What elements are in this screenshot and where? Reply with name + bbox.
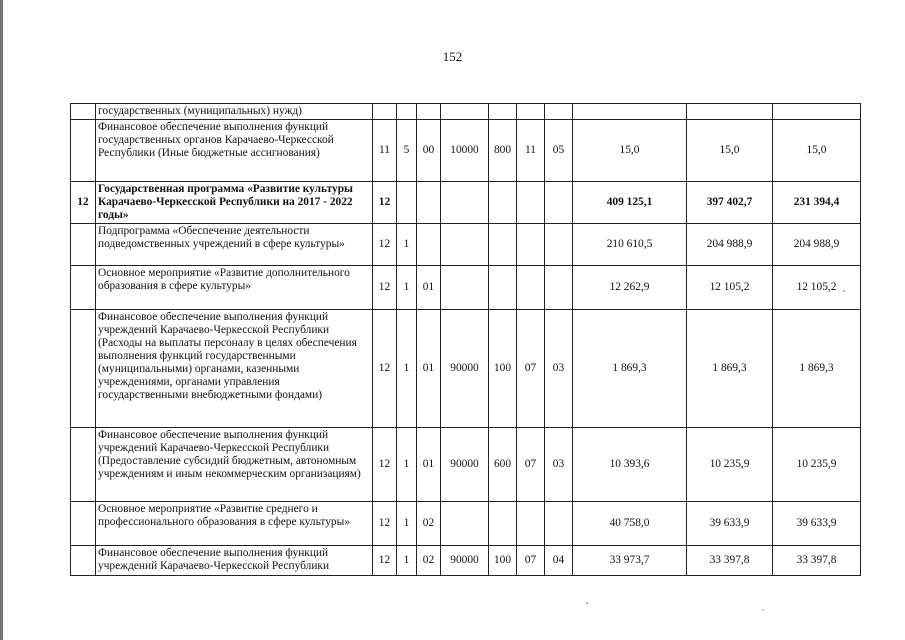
code-section-cell [517,182,545,224]
code-direction-cell [441,266,489,310]
amount-year3-cell: 204 988,9 [773,224,861,266]
code-gp-cell: 11 [373,120,397,182]
code-subsection-cell: 03 [545,310,573,428]
code-expense-type-cell [489,224,517,266]
row-name-cell: Подпрограмма «Обеспечение деятельности подведомственных учреждений в сфере культуры» [96,224,373,266]
amount-year2-cell: 33 397,8 [687,546,773,576]
amount-year3-cell: 33 397,8 [773,546,861,576]
code-pp-cell: 1 [397,502,417,546]
code-gp-cell: 12 [373,224,397,266]
code-pp-cell: 5 [397,120,417,182]
code-direction-cell: 10000 [441,120,489,182]
code-pp-cell: 1 [397,310,417,428]
amount-year3-cell [773,104,861,120]
row-number-cell [71,310,96,428]
row-name-cell: Основное мероприятие «Развитие дополнительного образования в сфере культуры» [96,266,373,310]
code-gp-cell: 12 [373,546,397,576]
row-number-cell [71,104,96,120]
amount-year3-cell: 231 394,4 [773,182,861,224]
code-subsection-cell [545,104,573,120]
code-gp-cell: 12 [373,310,397,428]
code-gp-cell [373,104,397,120]
code-pp-cell: 1 [397,546,417,576]
code-section-cell [517,104,545,120]
row-number-cell [71,266,96,310]
code-direction-cell: 90000 [441,546,489,576]
row-name-cell: Основное мероприятие «Развитие среднего и профессионального образования в сфере культуры» [96,502,373,546]
code-gp-cell: 12 [373,182,397,224]
table-row [71,310,861,428]
code-om-cell: 01 [417,266,441,310]
row-name-cell: Финансовое обеспечение выполнения функций государственных органов Карачаево-Черкесской Республики (Иные бюджетные ассигнования) [96,120,373,182]
amount-year1-cell: 33 973,7 [573,546,687,576]
code-section-cell [517,224,545,266]
code-subsection-cell: 03 [545,428,573,502]
code-subsection-cell: 04 [545,546,573,576]
page-number: 152 [442,49,463,64]
code-direction-cell: 90000 [441,428,489,502]
code-section-cell [517,502,545,546]
budget-table [70,103,861,576]
amount-year1-cell: 210 610,5 [573,224,687,266]
code-direction-cell [441,104,489,120]
code-om-cell: 02 [417,546,441,576]
code-expense-type-cell: 800 [489,120,517,182]
row-number-cell [71,502,96,546]
row-number-cell [71,120,96,182]
amount-year3-cell: 39 633,9 [773,502,861,546]
table-row [71,104,861,120]
code-expense-type-cell [489,502,517,546]
code-direction-cell [441,224,489,266]
code-direction-cell: 90000 [441,310,489,428]
code-om-cell [417,104,441,120]
amount-year3-cell: 10 235,9 [773,428,861,502]
code-direction-cell [441,182,489,224]
amount-year2-cell [687,104,773,120]
table-row [71,546,861,576]
code-subsection-cell [545,502,573,546]
code-gp-cell: 12 [373,502,397,546]
row-name-cell: государственных (муниципальных) нужд) [96,104,373,120]
code-expense-type-cell: 100 [489,546,517,576]
table-row [71,120,861,182]
scan-speck [762,609,764,611]
row-name-cell: Государственная программа «Развитие культуры Карачаево-Черкесской Республики на 2017 - 2022 годы» [96,182,373,224]
code-gp-cell: 12 [373,428,397,502]
code-pp-cell: 1 [397,224,417,266]
table-row [71,428,861,502]
code-om-cell: 00 [417,120,441,182]
table-row [71,266,861,310]
table-row [71,182,861,224]
scan-speck [843,290,845,292]
code-section-cell: 07 [517,546,545,576]
amount-year2-cell: 15,0 [687,120,773,182]
amount-year1-cell: 10 393,6 [573,428,687,502]
scan-speck [586,602,588,604]
row-number-cell: 12 [71,182,96,224]
code-subsection-cell [545,266,573,310]
row-name-cell: Финансовое обеспечение выполнения функций учреждений Карачаево-Черкесской Республики (Расходы на выплаты персоналу в целях обеспечения выполнения функций государственными (муниципальными) органами, казенными учреждениями, органами управления государственными внебюджетными фондами) [96,310,373,428]
amount-year2-cell: 39 633,9 [687,502,773,546]
code-subsection-cell [545,182,573,224]
amount-year3-cell: 1 869,3 [773,310,861,428]
amount-year1-cell: 1 869,3 [573,310,687,428]
amount-year1-cell: 40 758,0 [573,502,687,546]
code-subsection-cell [545,224,573,266]
code-expense-type-cell: 100 [489,310,517,428]
amount-year2-cell: 12 105,2 [687,266,773,310]
code-section-cell: 07 [517,310,545,428]
code-om-cell [417,224,441,266]
table-row [71,224,861,266]
row-number-cell [71,428,96,502]
amount-year1-cell [573,104,687,120]
code-section-cell [517,266,545,310]
amount-year3-cell: 15,0 [773,120,861,182]
amount-year1-cell: 12 262,9 [573,266,687,310]
table-row [71,502,861,546]
code-pp-cell: 1 [397,266,417,310]
code-om-cell: 01 [417,428,441,502]
amount-year1-cell: 409 125,1 [573,182,687,224]
code-section-cell: 07 [517,428,545,502]
code-pp-cell [397,104,417,120]
code-expense-type-cell [489,266,517,310]
code-gp-cell: 12 [373,266,397,310]
code-direction-cell [441,502,489,546]
amount-year2-cell: 10 235,9 [687,428,773,502]
code-expense-type-cell [489,104,517,120]
row-name-cell: Финансовое обеспечение выполнения функций учреждений Карачаево-Черкесской Республики (Предоставление субсидий бюджетным, автономным учреждениям и иным некоммерческим организациям) [96,428,373,502]
row-number-cell [71,546,96,576]
row-name-cell: Финансовое обеспечение выполнения функций учреждений Карачаево-Черкесской Республики [96,546,373,576]
amount-year1-cell: 15,0 [573,120,687,182]
code-om-cell [417,182,441,224]
code-om-cell: 02 [417,502,441,546]
code-expense-type-cell: 600 [489,428,517,502]
code-expense-type-cell [489,182,517,224]
code-om-cell: 01 [417,310,441,428]
amount-year2-cell: 1 869,3 [687,310,773,428]
amount-year3-cell: 12 105,2 [773,266,861,310]
code-pp-cell: 1 [397,428,417,502]
row-number-cell [71,224,96,266]
code-section-cell: 11 [517,120,545,182]
code-pp-cell [397,182,417,224]
scan-left-edge [0,0,3,640]
code-subsection-cell: 05 [545,120,573,182]
amount-year2-cell: 397 402,7 [687,182,773,224]
amount-year2-cell: 204 988,9 [687,224,773,266]
